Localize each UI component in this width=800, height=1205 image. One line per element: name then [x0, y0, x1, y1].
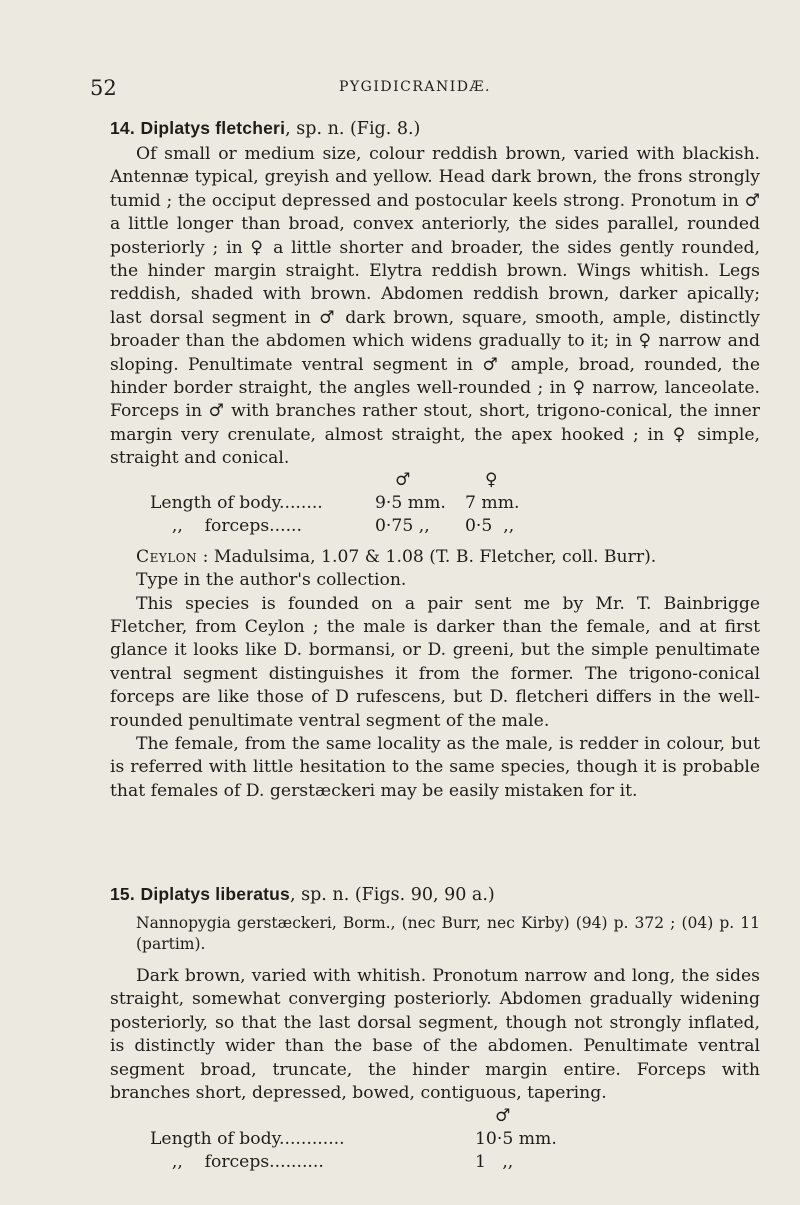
species-15-name: Diplatys liberatus — [140, 884, 290, 904]
page-number: 52 — [90, 76, 117, 100]
species-14-type-note: Type in the author's collection. — [136, 570, 407, 591]
measurement-row — [110, 515, 760, 538]
species-14-name: Diplatys fletcheri — [140, 118, 286, 138]
measurement-label: ,, forceps.......... — [150, 1152, 324, 1173]
sex-header-row — [110, 1105, 760, 1128]
locality-detail: : Madulsima, 1.07 & 1.08 (T. B. Fletcher, coll. Burr). — [197, 546, 657, 567]
species-15-measurements — [110, 1105, 760, 1174]
measurement-male: 1 ,, — [475, 1152, 514, 1173]
measurement-label: ,, forceps...... — [150, 515, 302, 536]
species-14-description: Of small or medium size, colour reddish brown, varied with blackish. Antennæ typical, greyish and yellow. Head dark brown, the frons strongly tumid ; the occiput depressed and postocular keels strong. Pronotum in ♂ a little longer than broad, convex anteriorly, the sides parallel, rounded posteriorly ; in ♀ a little shorter and broader, the sides gently rounded, the hinder margin straight. Elytra reddish brown. Wings whitish. Legs reddish, shaded with brown. Abdomen reddish brown, darker apically; last dorsal segment in ♂ dark brown, square, smooth, ample, distinctly broader than the abdomen which widens gradually to it; in ♀ narrow and sloping. Penultimate ventral segment in ♂ ample, broad, rounded, the hinder border straight, the angles well-rounded ; in ♀ narrow, lanceolate. Forceps in ♂ with branches rather stout, short, trigono-conical, the inner margin very crenulate, almost straight, the apex hooked ; in ♀ simple, straight and conical. — [110, 144, 760, 469]
female-symbol: ♀ — [485, 469, 498, 490]
sex-header-row — [110, 469, 760, 492]
species-14-entry — [110, 116, 760, 803]
species-15-entry — [110, 882, 760, 1174]
male-symbol: ♂ — [495, 1106, 511, 1127]
measurement-row — [110, 1128, 760, 1151]
species-14-number: 14. — [110, 118, 135, 138]
species-15-description: Dark brown, varied with whitish. Pronotum narrow and long, the sides straight, somewhat converging posteriorly. Abdomen gradually widening posteriorly, so that the last dorsal segment, though not strongly inflated, is distinctly wider than the base of the abdomen. Penultimate ventral segment broad, truncate, the hinder margin entire. Forceps with branches short, depressed, bowed, contiguous, tapering. — [110, 966, 760, 1104]
running-head: PYGIDICRANIDÆ. — [339, 79, 491, 95]
measurement-label: Length of body............ — [150, 1129, 345, 1150]
measurement-label: Length of body........ — [150, 492, 323, 513]
measurement-row — [110, 1151, 760, 1174]
species-15-heading-rest: , sp. n. (Figs. 90, 90 a.) — [290, 885, 495, 905]
species-14-heading-rest: , sp. n. (Fig. 8.) — [285, 119, 421, 139]
species-14-locality — [110, 546, 760, 569]
species-15-number: 15. — [110, 884, 135, 904]
measurement-male: 0·75 ,, — [375, 515, 430, 536]
measurement-female: 0·5 ,, — [465, 515, 515, 536]
measurement-male: 9·5 mm. — [375, 492, 446, 513]
species-15-synonymy: Nannopygia gerstæckeri, Borm., (nec Burr, nec Kirby) (94) p. 372 ; (04) p. 11 (partim). — [136, 914, 760, 953]
locality-country: Ceylon — [136, 546, 198, 567]
species-15-heading — [110, 882, 760, 907]
species-14-female-note: The female, from the same locality as the male, is redder in colour, but is referred with little hesitation to the same species, though it is probable that females of D. gerstæckeri may be easily mistaken for it. — [110, 733, 760, 801]
male-symbol: ♂ — [395, 469, 411, 490]
measurement-male: 10·5 mm. — [475, 1129, 557, 1150]
species-14-heading — [110, 116, 760, 141]
species-14-measurements — [110, 469, 760, 538]
species-14-remarks: This species is founded on a pair sent me by Mr. T. Bainbrigge Fletcher, from Ceylon ; the male is darker than the female, and at first glance it looks like D. bormansi, or D. greeni, but the simple penultimate ventral segment distinguishes it from the former. The trigono-conical forceps are like those of D rufescens, but D. fletcheri differs in the well-rounded penultimate ventral segment of the male. — [110, 593, 760, 731]
measurement-female: 7 mm. — [465, 492, 520, 513]
page-header — [90, 76, 740, 100]
measurement-row — [110, 492, 760, 515]
